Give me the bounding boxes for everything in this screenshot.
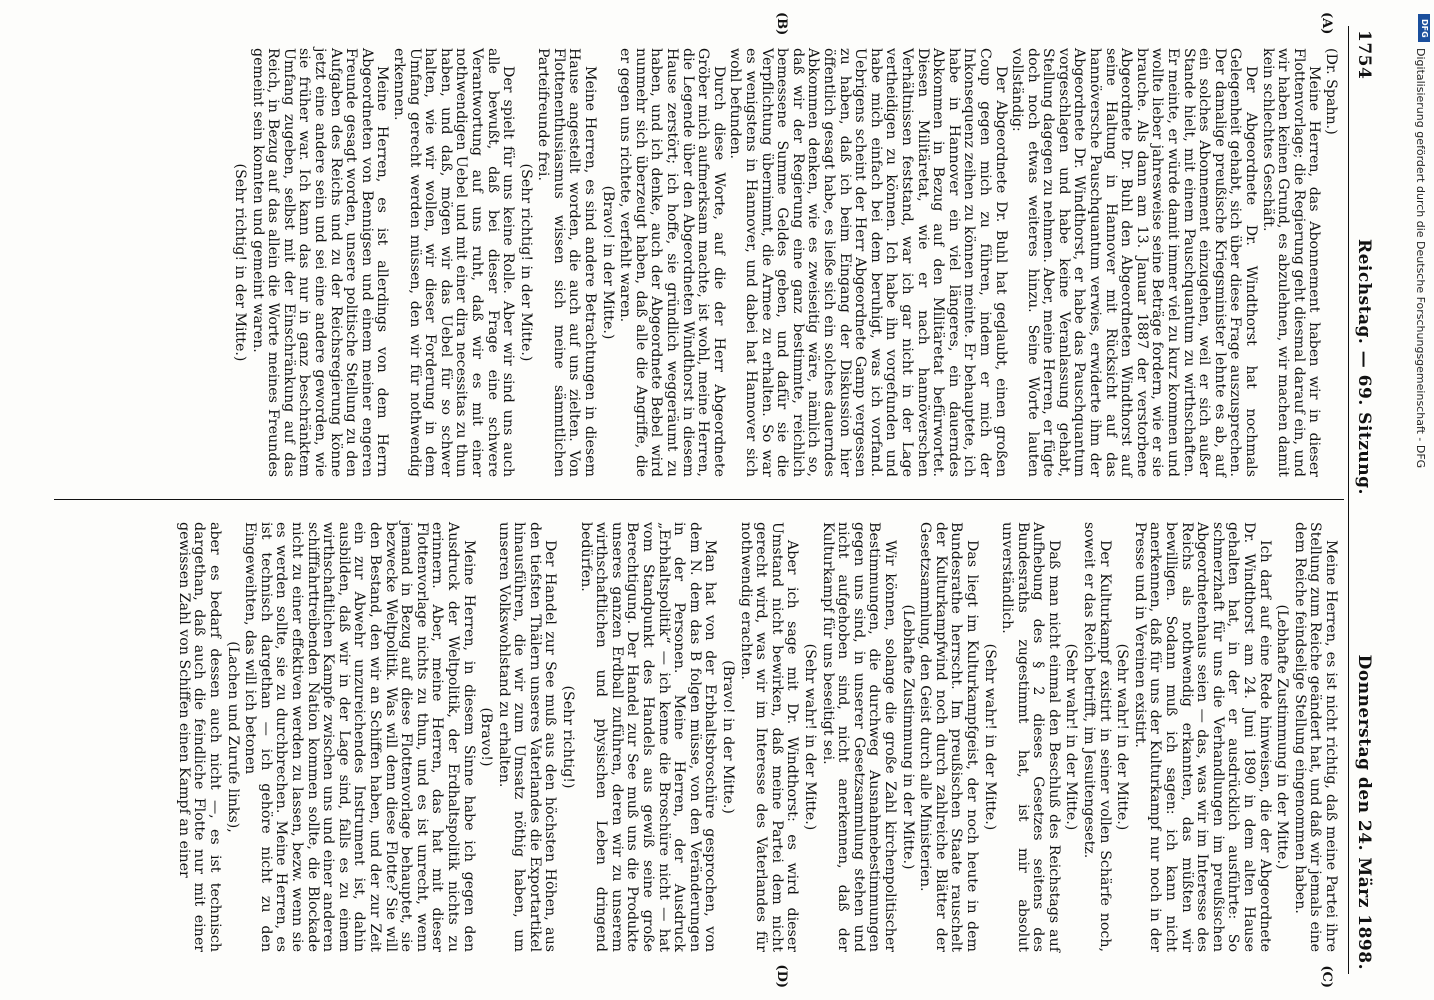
marker-a: (A) (1319, 12, 1334, 35)
marker-b: (B) (774, 12, 789, 36)
paragraph: Meine Herren, es sind andere Betrachtungen in diesem Hause angestellt worden, die auch auf uns zielten. Von Flottenenthusiasmus wissen sich meine sämmtlichen Parteifreunde frei. (535, 48, 599, 477)
interjection: (Lebhafte Zustimmung in der Mitte.) (899, 604, 916, 870)
paragraph: Der Abgeordnete Dr. Windthorst hat nochmals Gelegenheit gehabt, sich über diese Frage auszusprechen. Der damalige preußische Kriegsminister lehnte es ab, auf ein solches Abonnement einzugehen, weil er sich außer Stande hielt, mit einem Pauschquantum zu wirthschaften. Er meinte, er würde damit immer viel zu kurz kommen und wollte lieber jahresweise seine Beträge fordern, wie er sie brauche. Als dann am 13. Januar 1887 der verstorbene Abgeordnete Dr. Buhl den Abgeordneten Windthorst auf seine Haltung in Hannover mit Rücksicht auf das hannöversche Pauschquantum verwies, erwiderte ihm der Abgeordnete Dr. Windthorst, er habe das Pauschquantum vorgeschlagen und habe keine Veranlassung gehabt, Stellung dagegen zu nehmen. Aber, meine Herren, er fügte doch noch etwas weiteres hinzu. Seine Worte lauten vollständig: (1009, 48, 1260, 477)
text-columns (54, 12, 1344, 988)
interjection: (Sehr wahr! in der Mitte.) (1063, 643, 1080, 831)
paragraph: Ich darf auf eine Rede hinweisen, die der Abgeordnete Dr. Windthorst am 24. Juni 1890 in dem alten Hause gehalten hat, in der er ausdrücklich ausführte: So schmerzhaft für uns die Verhandlungen im preußischen Abgeordnetenhaus seien — das, was wir im Interesse des Reichs als nothwendig erkannten, das müßten wir bewilligen. Sodann muß ich sagen: ich kann nicht anerkennen, daß für uns der Kulturkampf nur noch in der Presse und in Vereinen existirt. (1131, 522, 1273, 952)
session-title: Reichstag. — 69. Sitzung. (1354, 238, 1374, 495)
paragraph: Man hat von der Erbhaltsbroschüre gesprochen, von dem N. dem das B folgen müsse, von den Veränderungen in der Personen. Meine Herren, der Ausdruck „Erbhaltspolitik“ — ich kenne die Broschüre nicht — hat vom Standpunkt des Handels aus gewiß seine große Berechtigung. Der Handel zur See muß uns die Produkte unseres ganzen Erdball zuführen, deren wir zu unserem wirthschaftlichen und physischen Leben dringend bedürfen. (577, 522, 719, 952)
right-column (54, 500, 1344, 988)
digitization-sidebar (1414, 8, 1431, 993)
dfg-logo: DFG (1418, 14, 1430, 42)
paragraph: Meine Herren, es ist allerdings von dem Herrn Abgeordneten von Bennigsen und einem meiner engeren Freunde gesagt worden, unsere politische Stellung zu den Aufgaben des Reichs und zu der Reichsregierung könne jetzt eine andere sein und sei eine andere geworden, wie sie früher war. Ich kann das nur in ganz beschränktem Umfang zugeben, selbst mit der Einschränkung auf das Reich, in Bezug auf das allein die Worte meines Freundes gemeint sein konnten und gemeint waren. (249, 48, 391, 477)
paragraph: Der Abgeordnete Dr. Buhl hat geglaubt, einen großen Coup gegen mich zu führen, indem er mich der Inkonsequenz zeihen zu können meinte. Er behauptete, ich habe in Hannover ein viel längeres, ein dauerndes Abkommen in Bezug auf den Militäretat befürwortet. Diesen Militäretat, wie er nach hannöverschen Verhältnissen feststand, war ich gar nicht in der Lage vertheidigen zu können. Ich habe ihn vorgefunden und habe mich einfach bei dem beruhigt, was ich vorfand. Uebrigens scheint der Herr Abgeordnete Gamp vergessen zu haben, daß ich beim Eingang der Diskussion hier öffentlich gesagt habe, es ließe sich ein solches dauerndes Abkommen denken, wie es zweiseitig wäre, nämlich so, daß wir der Regierung eine ganz bestimmte, reichlich bemessene Summe Geldes geben, und dafür sie die Verpflichtung übernimmt, die Armee zu erhalten. So war es wenigstens in Hannover, und dabei hat Hannover sich wohl befunden. (727, 48, 1009, 477)
interjection: (Sehr wahr! in der Mitte.) (1114, 643, 1131, 831)
paragraph: Aber ich sage mit Dr. Windthorst: es wird dieser Umstand nicht bewirken, daß meine Partei dem nicht gerecht wird, was wir im Interesse des Vaterlandes für nothwendig erachten. (737, 522, 801, 952)
interjection: (Bravo! in der Mitte.) (599, 185, 616, 340)
paragraph: Meine Herren, in diesem Sinne habe ich gegen den Ausdruck der Weltpolitik, der Erdhaltspolitik nichts zu erinnern. Aber, meine Herren, das hat mit dieser Flottenvorlage nichts zu thun, und es ist unrecht, wenn jemand in Bezug auf diese Flottenvorlage behauptet, sie bezwecke Weltpolitik. Was will denn diese Flotte? Sie will den Bestand, den wir an Schiffen haben, und der zur Zeit ein zur Abwehr unzureichendes Instrument ist, dahin ausbilden, daß wir in der Lage sind, falls es zu einem wirthschaftlichen Kampfe zwischen uns und einer anderen schifffahrttreibenden Nation kommen sollte, die Blockade nicht zu einer effektiven werden zu lassen, bezw. wenn sie es werden sollte, sie zu durchbrechen. Meine Herren, es ist technisch dargethan — ich gehöre nicht zu den Eingeweihten, das will ich betonen (242, 522, 477, 952)
interjection: (Lachen und Zurufe links), (224, 641, 241, 833)
paragraph: Meine Herren, das Abonnement haben wir in dieser Flottenvorlage; die Regierung geht diesmal darauf ein, und wir haben keinen Grund, es abzulehnen, wir machen damit kein schlechtes Geschäft. (1259, 48, 1323, 477)
page-header (1348, 26, 1374, 974)
paragraph: Meine Herren, es ist nicht richtig, daß meine Partei ihre Stellung zum Reiche geändert hat, und daß wir jemals eine dem Reiche feindselige Stellung eingenommen haben. (1291, 522, 1339, 952)
paragraph: Der Handel zur See muß aus den höchsten Höhen, aus den tiefsten Thälern unseres Vaterlandes die Exportartikel hinausführen, die wir zum Umsatz nöthig haben, um unseren Volkswohlstand zu erhalten. (495, 522, 559, 952)
interjection: (Sehr richtig! in der Mitte.) (232, 163, 249, 362)
paragraph: (Dr. Spahn.) (1323, 48, 1339, 135)
marker-d: (D) (774, 964, 789, 988)
paragraph: Durch diese Worte, auf die der Herr Abgeordnete Gröber mich aufmerksam machte, ist wohl, meine Herren, die Legende über den Abgeordneten Windthorst in diesem Hause zerstört; ich hoffe, sie gründlich weggeräumt zu haben, und ich denke, auch der Abgeordnete Bebel wird nunmehr sich überzeugt haben, daß alle die Angriffe, die er gegen uns richtete, verfehlt waren. (617, 48, 727, 477)
interjection: (Bravo!) (478, 707, 495, 767)
paragraph: Der spielt für uns keine Rolle. Aber wir sind uns auch alle bewußt, daß bei dieser Frage eine schwere Verantwortung auf uns ruht, daß wir es mit einer nothwendigen Uebel und mit einer dira necessitas zu thun haben, und daß, mögen wir das Uebel für so schwer halten, wie wir wollen, wir dieser Forderung in dem Umfang gerecht werden müssen, den wir für nothwendig erkennen. (390, 48, 517, 477)
interjection: (Sehr wahr! in der Mitte.) (981, 643, 998, 831)
interjection: (Bravo! in der Mitte.) (720, 660, 737, 814)
paragraph: Der Kulturkampf existirt in seiner vollen Schärfe noch, soweit er das Reich betrifft, im Jesuitengesetz. (1081, 522, 1113, 952)
left-column (54, 12, 1344, 500)
paragraph: Das liegt im Kulturkampfgeist, der noch heute in dem Bundesrathe herrscht. Im preußischen Staate rauschelt der Kulturkampfwind noch durch zahlreiche Blätter der Gesetzsammlung, den Geist durch alle Ministerien. (917, 522, 980, 952)
paragraph: Wir können, solange die große Zahl kirchenpolitischer Bestimmungen, die durchweg Ausnahmebestimmungen gegen uns sind, in unserer Gesetzsammlung stehen und nicht aufgehoben sind, nicht anerkennen, daß der Kulturkampf für uns beseitigt sei. (819, 522, 898, 952)
interjection: (Sehr wahr! in der Mitte.) (802, 643, 818, 831)
paragraph: aber es bedarf dessen auch nicht —, es ist technisch dargethan, daß auch die feindliche Flotte nur mit einer gewissen Zahl von Schiffen einen Kampf an einer (175, 522, 224, 952)
interjection: (Sehr richtig! in der Mitte.) (517, 163, 534, 362)
marker-c: (C) (1319, 965, 1334, 988)
paragraph: Daß man nicht einmal den Beschluß des Reichstags auf Aufhebung des § 2 dieses Gesetzes seitens des Bundesraths zugestimmt hat, ist mir absolut unverständlich. (999, 522, 1062, 952)
session-date: Donnerstag den 24. März 1898. (1354, 654, 1374, 970)
page-number: 1754 (1354, 30, 1374, 80)
interjection: (Lebhafte Zustimmung in der Mitte.) (1274, 604, 1291, 870)
rotated-page (32, 6, 1388, 994)
digitization-note: Digitalisierung gefördert durch die Deutsche Forschungsgemeinschaft - DFG (1414, 48, 1427, 469)
interjection: (Sehr richtig!) (560, 685, 577, 789)
